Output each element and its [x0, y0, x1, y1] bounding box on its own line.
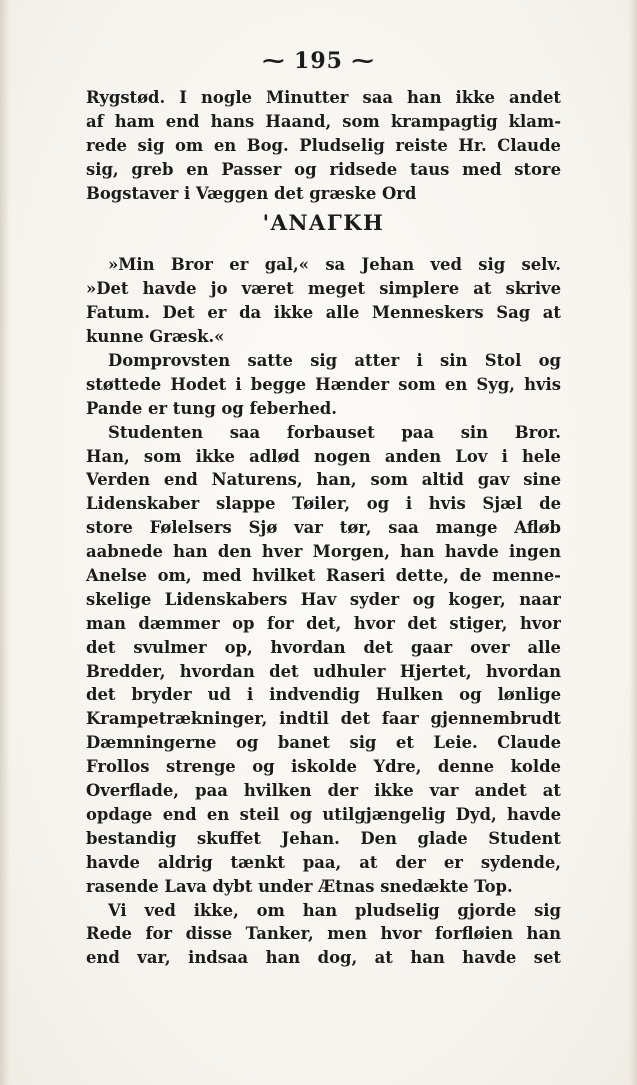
text-line: rasende Lava dybt under Ætnas snedækte Top. [86, 876, 513, 896]
text-line: sig, greb en Passer og ridsede taus med store [86, 159, 561, 179]
greek-word-heading: 'ANAΓKH [262, 210, 385, 236]
page-edge-left [0, 0, 10, 1085]
page-number: 195 [294, 48, 343, 74]
text-line: opdage end en steil og utilgjængelig Dyd, havde [86, 804, 561, 824]
text-line: Domprovsten satte sig atter i sin Stol og [108, 351, 561, 371]
text-line: det svulmer op, hvordan det gaar over alle [86, 637, 561, 657]
paragraph [86, 86, 561, 205]
text-line: end var, indsaa han dog, at han havde set [86, 948, 561, 968]
text-line: Lidenskaber slappe Tøiler, og i hvis Sjæl de [86, 494, 561, 514]
text-line: Vi ved ikke, om han pludselig gjorde sig [108, 900, 561, 920]
text-line: skelige Lidenskabers Hav syder og koger, naar [86, 589, 561, 609]
text-line: Pande er tung og feberhed. [86, 398, 337, 418]
text-line: af ham end hans Haand, som krampagtig klam- [86, 111, 561, 131]
paragraph [86, 253, 561, 349]
text-line: kunne Græsk.« [86, 327, 225, 347]
text-line: rede sig om en Bog. Pludselig reiste Hr. Claude [86, 135, 561, 155]
text-line: man dæmmer op for det, hvor det stiger, hvor [86, 613, 561, 633]
text-line: Rygstød. I nogle Minutter saa han ikke andet [86, 88, 561, 107]
text-line: Studenten saa forbauset paa sin Bror. [108, 422, 561, 442]
text-line: Rede for disse Tanker, men hvor forfløien han [86, 924, 561, 944]
body-text [86, 86, 561, 970]
ornament-right: ⁓ [351, 48, 375, 74]
paragraph [86, 899, 561, 971]
text-line: støttede Hodet i begge Hænder som en Syg, hvis [86, 374, 561, 394]
text-line: Han, som ikke adlød nogen anden Lov i hele [86, 446, 561, 466]
ornament-left: ⁓ [262, 48, 286, 74]
paragraph [86, 349, 561, 421]
page-header [0, 48, 637, 74]
text-line: havde aldrig tænkt paa, at der er sydende, [86, 852, 561, 872]
text-line: »Min Bror er gal,« sa Jehan ved sig selv. [108, 255, 561, 275]
page-edge-right [629, 0, 637, 1085]
text-line: Overflade, paa hvilken der ikke var andet at [86, 781, 561, 801]
text-line: store Følelsers Sjø var tør, saa mange Afløb [86, 518, 561, 538]
text-line: bestandig skuffet Jehan. Den glade Student [86, 828, 561, 848]
text-line: Anelse om, med hvilket Raseri dette, de menne- [86, 566, 561, 586]
paragraph [86, 421, 561, 899]
text-line: Krampetrækninger, indtil det faar gjennembrudt [86, 709, 561, 729]
text-line: Bredder, hvordan det udhuler Hjertet, hvordan [86, 661, 561, 681]
text-line: Bogstaver i Væggen det græske Ord [86, 183, 417, 203]
text-line: Fatum. Det er da ikke alle Menneskers Sag at [86, 303, 561, 323]
text-line: Verden end Naturens, han, som altid gav sine [86, 470, 561, 490]
text-line: aabnede han den hver Morgen, han havde ingen [86, 542, 561, 562]
text-line: Frollos strenge og iskolde Ydre, denne kolde [86, 757, 561, 777]
text-line: »Det havde jo været meget simplere at skrive [86, 279, 561, 299]
text-line: det bryder ud i indvendig Hulken og lønlige [86, 685, 561, 705]
text-line: Dæmningerne og banet sig et Leie. Claude [86, 733, 561, 753]
